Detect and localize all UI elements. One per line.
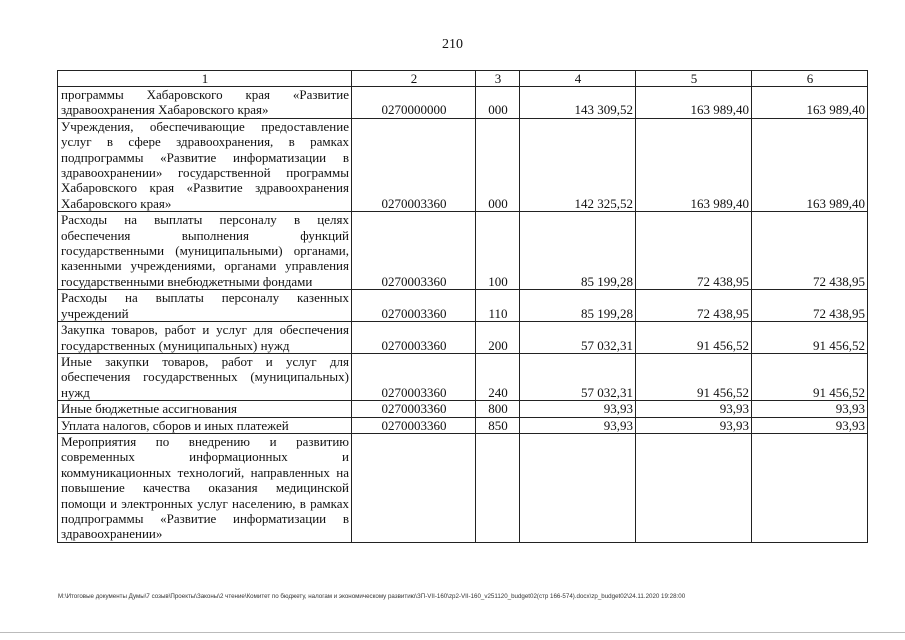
document-file-path: M:\Итоговые документы Думы\7 созыв\Проекты\Законы\2 чтение\Комитет по бюджету, налогам и экономическому развитию\ЗП-VII-160\zp2-VII-160_v251120_budget02(стр 166-574).docx\zp_budget02\24.11.2020 19:28:00 <box>58 593 686 600</box>
table-header-row <box>58 71 868 87</box>
header-cell-5: 5 <box>636 71 752 87</box>
row-value-1 <box>520 433 636 542</box>
row-name: Иные закупки товаров, работ и услуг для обеспечения государственных (муниципальных) нужд <box>58 353 352 400</box>
table-row <box>58 212 868 290</box>
row-type <box>476 433 520 542</box>
row-code: 0270000000 <box>352 87 476 119</box>
row-type: 200 <box>476 322 520 354</box>
row-name: Мероприятия по внедрению и развитию современных информационных и коммуникационных технологий, направленных на повышение качества оказания медицинской помощи и электронных услуг населению, в рамках подпрограммы «Развитие информатизации в здравоохранении» <box>58 433 352 542</box>
row-name: Уплата налогов, сборов и иных платежей <box>58 417 352 433</box>
row-value-1: 143 309,52 <box>520 87 636 119</box>
row-value-2: 163 989,40 <box>636 87 752 119</box>
header-cell-6: 6 <box>752 71 868 87</box>
page-number: 210 <box>442 37 463 52</box>
row-type: 800 <box>476 401 520 417</box>
header-cell-3: 3 <box>476 71 520 87</box>
table-row <box>58 322 868 354</box>
row-value-3: 93,93 <box>752 417 868 433</box>
row-value-1: 57 032,31 <box>520 322 636 354</box>
row-code: 0270003360 <box>352 290 476 322</box>
row-name: Иные бюджетные ассигнования <box>58 401 352 417</box>
row-type: 240 <box>476 353 520 400</box>
row-type: 100 <box>476 212 520 290</box>
row-name: Закупка товаров, работ и услуг для обеспечения государственных (муниципальных) нужд <box>58 322 352 354</box>
row-value-2: 93,93 <box>636 417 752 433</box>
row-value-2 <box>636 433 752 542</box>
row-name: Расходы на выплаты персоналу казенных учреждений <box>58 290 352 322</box>
row-value-1: 85 199,28 <box>520 290 636 322</box>
header-cell-4: 4 <box>520 71 636 87</box>
row-value-1: 93,93 <box>520 417 636 433</box>
table-row <box>58 87 868 119</box>
row-value-1: 142 325,52 <box>520 118 636 211</box>
row-code: 0270003360 <box>352 417 476 433</box>
budget-table <box>57 70 868 543</box>
row-code <box>352 433 476 542</box>
row-value-2: 72 438,95 <box>636 212 752 290</box>
row-type: 000 <box>476 118 520 211</box>
table-row <box>58 353 868 400</box>
row-value-3: 163 989,40 <box>752 87 868 119</box>
row-value-3: 163 989,40 <box>752 118 868 211</box>
row-name: Учреждения, обеспечивающие предоставление услуг в сфере здравоохранения, в рамках подпрограммы «Развитие информатизации в здравоохранении» государственной программы Хабаровского края «Развитие здравоохранения Хабаровского края» <box>58 118 352 211</box>
row-code: 0270003360 <box>352 322 476 354</box>
row-type: 110 <box>476 290 520 322</box>
row-value-3: 91 456,52 <box>752 353 868 400</box>
row-value-2: 163 989,40 <box>636 118 752 211</box>
row-value-1: 93,93 <box>520 401 636 417</box>
row-code: 0270003360 <box>352 118 476 211</box>
row-value-2: 93,93 <box>636 401 752 417</box>
row-code: 0270003360 <box>352 353 476 400</box>
table-row <box>58 290 868 322</box>
row-value-2: 72 438,95 <box>636 290 752 322</box>
table-row <box>58 417 868 433</box>
row-code: 0270003360 <box>352 401 476 417</box>
row-name: Расходы на выплаты персоналу в целях обеспечения выполнения функций государственными (муниципальными) органами, казенными учреждениями, органами управления государственными внебюджетными фондами <box>58 212 352 290</box>
row-name: программы Хабаровского края «Развитие здравоохранения Хабаровского края» <box>58 87 352 119</box>
row-value-3: 72 438,95 <box>752 212 868 290</box>
row-value-1: 57 032,31 <box>520 353 636 400</box>
row-value-3 <box>752 433 868 542</box>
header-cell-2: 2 <box>352 71 476 87</box>
row-value-2: 91 456,52 <box>636 353 752 400</box>
row-value-2: 91 456,52 <box>636 322 752 354</box>
row-code: 0270003360 <box>352 212 476 290</box>
header-cell-1: 1 <box>58 71 352 87</box>
row-value-1: 85 199,28 <box>520 212 636 290</box>
table-row <box>58 401 868 417</box>
row-type: 000 <box>476 87 520 119</box>
row-value-3: 72 438,95 <box>752 290 868 322</box>
table-row <box>58 118 868 211</box>
row-value-3: 91 456,52 <box>752 322 868 354</box>
page-bottom-rule <box>0 632 905 633</box>
table-row <box>58 433 868 542</box>
row-value-3: 93,93 <box>752 401 868 417</box>
row-type: 850 <box>476 417 520 433</box>
